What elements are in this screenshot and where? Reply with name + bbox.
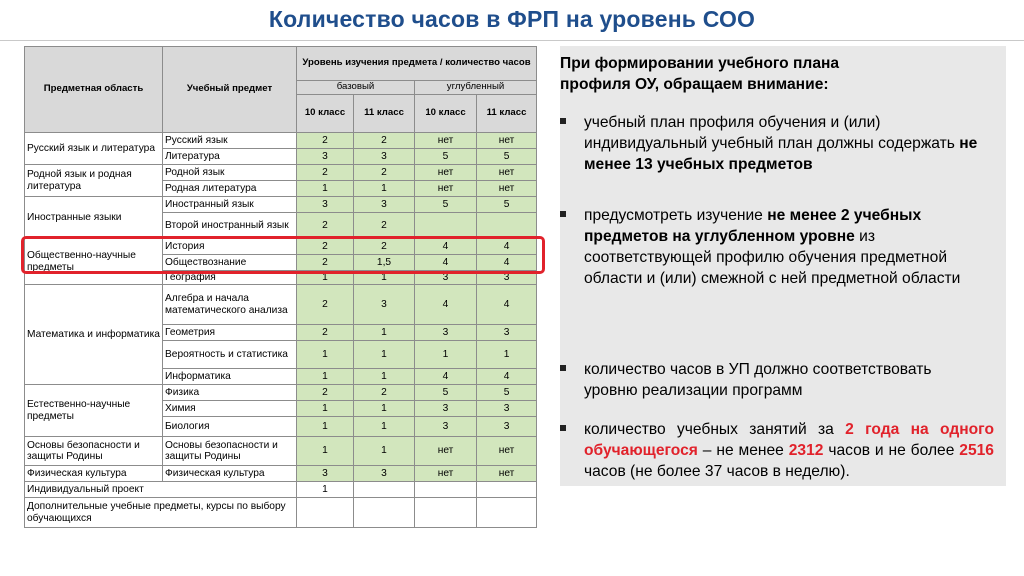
area-cell: Общественно-научные предметы	[25, 239, 163, 285]
adv-10-cell	[415, 498, 477, 528]
area-cell: Иностранные языки	[25, 197, 163, 239]
header-level: Уровень изучения предмета / количество часов	[297, 47, 537, 81]
subject-cell: Физическая культура	[163, 466, 297, 482]
adv-11-cell	[477, 482, 537, 498]
basic-10-cell: 1	[297, 181, 354, 197]
basic-10-cell: 2	[297, 213, 354, 239]
adv-10-cell: нет	[415, 437, 477, 466]
subject-cell: География	[163, 271, 297, 285]
subject-cell: Биология	[163, 417, 297, 437]
bullet-bold-text: не менее 13 учебных предметов	[584, 135, 978, 174]
adv-10-cell	[415, 213, 477, 239]
bullet-bold-text: не менее 2 учебных предметов на углубленном уровне	[584, 207, 922, 246]
basic-10-cell: 1	[297, 417, 354, 437]
basic-11-cell: 3	[354, 285, 415, 325]
table-row	[25, 285, 537, 325]
basic-11-cell: 3	[354, 466, 415, 482]
table-row	[25, 197, 537, 213]
adv-11-cell: нет	[477, 133, 537, 149]
adv-10-cell: 4	[415, 285, 477, 325]
header-adv-11: 11 класс	[477, 95, 537, 133]
adv-10-cell: 4	[415, 255, 477, 271]
header-advanced: углубленный	[415, 81, 537, 95]
bullet-text: предусмотреть изучение	[584, 207, 763, 224]
header-area: Предметная область	[25, 47, 163, 133]
subject-cell: Русский язык	[163, 133, 297, 149]
table-row	[25, 466, 537, 482]
area-cell: Физическая культура	[25, 466, 163, 482]
panel-title: При формировании учебного плана профиля ОУ, обращаем внимание:	[560, 55, 840, 93]
basic-11-cell: 1	[354, 181, 415, 197]
basic-10-cell: 2	[297, 239, 354, 255]
adv-11-cell: 3	[477, 401, 537, 417]
adv-11-cell: 4	[477, 369, 537, 385]
bullet-red-number: 2312	[788, 442, 824, 460]
bullet-square-icon	[560, 118, 566, 124]
subject-cell: Обществознание	[163, 255, 297, 271]
table-row	[25, 498, 537, 528]
bullet-text: количество часов в УП должно соответствовать уровню реализации программ	[584, 361, 932, 400]
basic-11-cell: 1,5	[354, 255, 415, 271]
subject-cell: Информатика	[163, 369, 297, 385]
basic-10-cell: 1	[297, 341, 354, 369]
subject-cell: Геометрия	[163, 325, 297, 341]
adv-10-cell: нет	[415, 181, 477, 197]
bullet-text: часов (не более 37 часов в неделю).	[584, 463, 850, 481]
adv-11-cell: 1	[477, 341, 537, 369]
header-subject: Учебный предмет	[163, 47, 297, 133]
adv-11-cell: 3	[477, 271, 537, 285]
bullet-text: часов и не более	[828, 442, 955, 460]
area-cell: Математика и информатика	[25, 285, 163, 385]
adv-10-cell: 3	[415, 325, 477, 341]
basic-10-cell: 2	[297, 133, 354, 149]
adv-10-cell	[415, 482, 477, 498]
table-row	[25, 482, 537, 498]
adv-11-cell: нет	[477, 437, 537, 466]
basic-10-cell: 2	[297, 325, 354, 341]
basic-10-cell: 2	[297, 255, 354, 271]
basic-11-cell: 2	[354, 133, 415, 149]
basic-10-cell: 1	[297, 482, 354, 498]
bullet-text: из соответствующей профилю обучения предметной области и (или) смежной с ней предметной области	[584, 228, 961, 288]
adv-10-cell: 4	[415, 369, 477, 385]
area-cell: Основы безопасности и защиты Родины	[25, 437, 163, 466]
subject-cell: Физика	[163, 385, 297, 401]
basic-10-cell	[297, 498, 354, 528]
bullet-square-icon	[560, 425, 566, 431]
bullet-square-icon	[560, 365, 566, 371]
adv-10-cell: 4	[415, 239, 477, 255]
bullet-red-text: 2 года на одного обучающегося	[584, 421, 994, 460]
subject-cell: Литература	[163, 149, 297, 165]
subject-cell: История	[163, 239, 297, 255]
basic-11-cell: 1	[354, 369, 415, 385]
basic-11-cell: 2	[354, 385, 415, 401]
adv-11-cell: 4	[477, 255, 537, 271]
adv-11-cell: нет	[477, 165, 537, 181]
header-row-1	[25, 47, 537, 81]
subject-cell: Родная литература	[163, 181, 297, 197]
subject-cell: Основы безопасности и защиты Родины	[163, 437, 297, 466]
notes-panel	[560, 46, 1006, 486]
adv-11-cell: 3	[477, 325, 537, 341]
basic-11-cell: 1	[354, 271, 415, 285]
basic-11-cell: 1	[354, 325, 415, 341]
basic-11-cell	[354, 482, 415, 498]
basic-10-cell: 1	[297, 437, 354, 466]
header-adv-10: 10 класс	[415, 95, 477, 133]
subject-cell: Химия	[163, 401, 297, 417]
header-basic-10: 10 класс	[297, 95, 354, 133]
table-row	[25, 133, 537, 149]
bullet-text: – не менее	[702, 442, 784, 460]
area-cell: Естественно-научные предметы	[25, 385, 163, 437]
basic-11-cell: 1	[354, 437, 415, 466]
basic-10-cell: 1	[297, 369, 354, 385]
adv-10-cell: 5	[415, 385, 477, 401]
basic-10-cell: 3	[297, 197, 354, 213]
subject-cell: Алгебра и начала математического анализа	[163, 285, 297, 325]
basic-10-cell: 1	[297, 401, 354, 417]
subject-cell: Иностранный язык	[163, 197, 297, 213]
table-row	[25, 239, 537, 255]
basic-11-cell: 1	[354, 417, 415, 437]
basic-10-cell: 3	[297, 149, 354, 165]
header-basic: базовый	[297, 81, 415, 95]
basic-11-cell: 2	[354, 239, 415, 255]
table-row	[25, 385, 537, 401]
adv-10-cell: нет	[415, 133, 477, 149]
header-basic-11: 11 класс	[354, 95, 415, 133]
area-cell: Родной язык и родная литература	[25, 165, 163, 197]
area-cell: Индивидуальный проект	[25, 482, 297, 498]
hours-table	[24, 46, 537, 528]
adv-11-cell: 5	[477, 149, 537, 165]
adv-10-cell: 5	[415, 149, 477, 165]
basic-11-cell: 3	[354, 197, 415, 213]
adv-10-cell: 5	[415, 197, 477, 213]
adv-11-cell: 3	[477, 417, 537, 437]
adv-10-cell: 3	[415, 271, 477, 285]
basic-10-cell: 1	[297, 271, 354, 285]
adv-11-cell: 4	[477, 285, 537, 325]
adv-10-cell: нет	[415, 165, 477, 181]
adv-11-cell: 5	[477, 385, 537, 401]
basic-10-cell: 2	[297, 285, 354, 325]
subject-cell: Второй иностранный язык	[163, 213, 297, 239]
basic-11-cell	[354, 498, 415, 528]
adv-11-cell: 4	[477, 239, 537, 255]
basic-10-cell: 2	[297, 165, 354, 181]
subject-cell: Вероятность и статистика	[163, 341, 297, 369]
bullet-text: количество учебных занятий за	[584, 421, 834, 438]
basic-11-cell: 1	[354, 341, 415, 369]
adv-11-cell	[477, 213, 537, 239]
adv-11-cell: 5	[477, 197, 537, 213]
subject-cell: Родной язык	[163, 165, 297, 181]
basic-10-cell: 3	[297, 466, 354, 482]
bullet-text: учебный план профиля обучения и (или) индивидуальный учебный план должны содержать	[584, 114, 955, 153]
adv-10-cell: 3	[415, 401, 477, 417]
adv-11-cell: нет	[477, 466, 537, 482]
adv-10-cell: 1	[415, 341, 477, 369]
adv-10-cell: нет	[415, 466, 477, 482]
area-cell: Русский язык и литература	[25, 133, 163, 165]
basic-11-cell: 1	[354, 401, 415, 417]
bullet-square-icon	[560, 211, 566, 217]
basic-10-cell: 2	[297, 385, 354, 401]
basic-11-cell: 3	[354, 149, 415, 165]
table-row	[25, 165, 537, 181]
adv-11-cell: нет	[477, 181, 537, 197]
adv-11-cell	[477, 498, 537, 528]
basic-11-cell: 2	[354, 165, 415, 181]
basic-11-cell: 2	[354, 213, 415, 239]
bullet-red-number: 2516	[959, 442, 994, 460]
adv-10-cell: 3	[415, 417, 477, 437]
table-row	[25, 437, 537, 466]
slide-title: Количество часов в ФРП на уровень СОО	[268, 6, 756, 32]
area-cell: Дополнительные учебные предметы, курсы по выбору обучающихся	[25, 498, 297, 528]
title-divider	[0, 40, 1024, 41]
